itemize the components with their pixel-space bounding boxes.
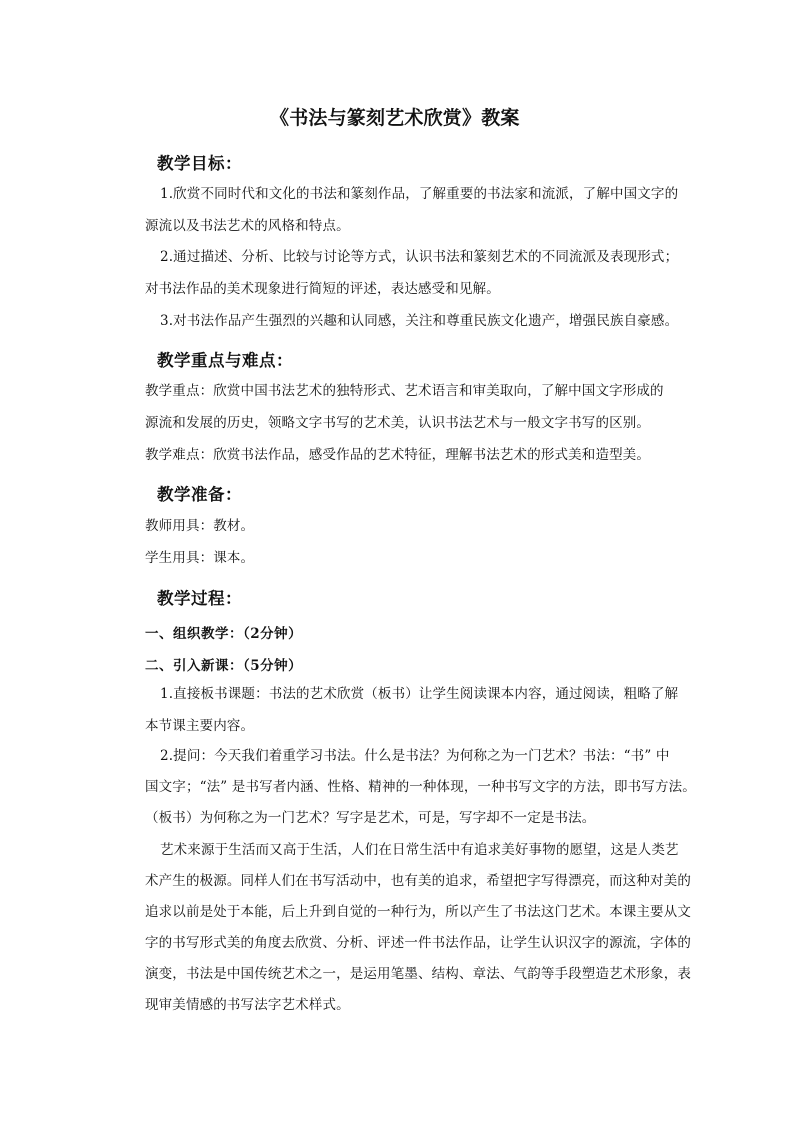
objectives-line-3: 2.通过描述、分析、比较与讨论等方式，认识书法和篆刻艺术的不同流派及表现形式；: [160, 249, 679, 265]
process-line-6: 艺术来源于生活而又高于生活，人们在日常生活中有追求美好事物的愿望，这是人类艺: [160, 842, 679, 858]
process-step-2: 二、引入新课：（5分钟）: [145, 658, 303, 674]
objectives-heading: 教学目标：: [157, 154, 242, 173]
preparation-student: 学生用具：课本。: [145, 550, 255, 566]
process-line-3: 2.提问：今天我们着重学习书法。什么是书法？为何称之为一门艺术？书法：“书” 中: [160, 748, 670, 764]
key-points-heading: 教学重点与难点：: [157, 351, 293, 370]
preparation-teacher: 教师用具：教材。: [145, 518, 255, 534]
process-line-11: 现审美情感的书写法字艺术样式。: [145, 997, 350, 1013]
document-title: 《书法与篆刻艺术欣赏》教案: [270, 107, 520, 129]
process-line-2: 本节课主要内容。: [145, 718, 255, 734]
objectives-line-1: 1.欣赏不同时代和文化的书法和篆刻作品，了解重要的书法家和流派，了解中国文字的: [160, 186, 679, 202]
objectives-line-5: 3.对书法作品产生强烈的兴趣和认同感，关注和尊重民族文化遗产，增强民族自豪感。: [160, 313, 679, 329]
process-line-4: 国文字；“法” 是书写者内涵、性格、精神的一种体现，一种书写文字的方法，即书写方法。: [145, 779, 696, 795]
process-heading: 教学过程：: [157, 589, 242, 608]
process-line-1: 1.直接板书课题：书法的艺术欣赏（板书）让学生阅读课本内容，通过阅读，粗略了解: [160, 686, 679, 702]
objectives-line-4: 对书法作品的美术现象进行简短的评述，表达感受和见解。: [145, 281, 500, 297]
objectives-line-2: 源流以及书法艺术的风格和特点。: [145, 218, 350, 234]
process-step-1: 一、组织教学：（2分钟）: [145, 626, 303, 642]
process-line-10: 演变，书法是中国传统艺术之一，是运用笔墨、结构、章法、气韵等手段塑造艺术形象，表: [145, 966, 691, 982]
key-points-line-2: 源流和发展的历史，领略文字书写的艺术美，认识书法艺术与一般文字书写的区别。: [145, 415, 651, 431]
process-line-7: 术产生的极源。同样人们在书写活动中，也有美的追求，希望把字写得漂亮，而这种对美的: [145, 873, 691, 889]
process-line-5: （板书）为何称之为一门艺术？写字是艺术，可是，写字却不一定是书法。: [145, 810, 596, 826]
key-points-line-3: 教学难点：欣赏书法作品，感受作品的艺术特征，理解书法艺术的形式美和造型美。: [145, 447, 651, 463]
process-line-9: 字的书写形式美的角度去欣赏、分析、评述一件书法作品，让学生认识汉字的源流，字体的: [145, 935, 691, 951]
key-points-line-1: 教学重点：欣赏中国书法艺术的独特形式、艺术语言和审美取向，了解中国文字形成的: [145, 383, 664, 399]
process-line-8: 追求以前是处于本能，后上升到自觉的一种行为，所以产生了书法这门艺术。本课主要从文: [145, 904, 691, 920]
preparation-heading: 教学准备：: [157, 485, 242, 504]
